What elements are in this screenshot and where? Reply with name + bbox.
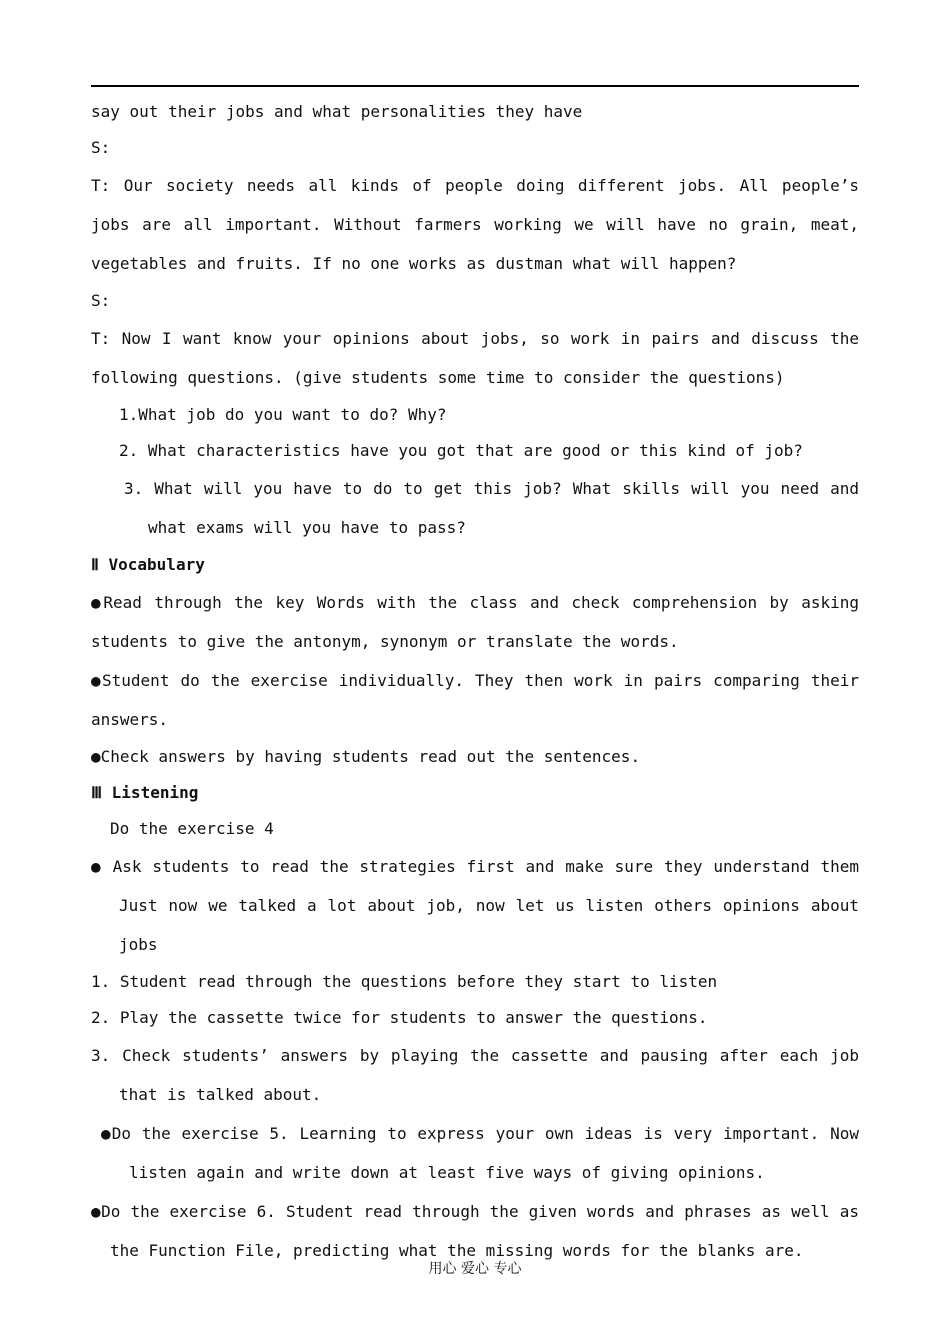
question-item: 1.What job do you want to do? Why? (119, 405, 447, 424)
bullet-item: ●Student do the exercise individually. They then work in pairs comparing their answers. (91, 671, 859, 729)
teacher-paragraph: T: Now I want know your opinions about jobs, so work in pairs and discuss the following questions. (give students some time to consider the questions) (91, 329, 859, 387)
section-heading-vocabulary: Ⅱ Vocabulary (91, 555, 205, 574)
bullet-item: ●Do the exercise 6. Student read through the given words and phrases as well as the Function File, predicting what the missing words for the blanks are. (91, 1202, 859, 1260)
question-item: 3. What will you have to do to get this job? What skills will you need and what exams will you have to pass? (124, 479, 859, 537)
numbered-item: 3. Check students’ answers by playing the cassette and pausing after each job that is talked about. (91, 1046, 859, 1104)
student-response: S: (91, 138, 111, 157)
header-rule (91, 85, 859, 87)
bullet-item: ●Read through the key Words with the class and check comprehension by asking students to give the antonym, synonym or translate the words. (91, 593, 859, 651)
bullet-item: ●Check answers by having students read out the sentences. (91, 747, 641, 766)
numbered-item: 2. Play the cassette twice for students to answer the questions. (91, 1008, 708, 1027)
page-footer: 用心 爱心 专心 (428, 1261, 522, 1277)
teacher-paragraph: T: Our society needs all kinds of people doing different jobs. All people’s jobs are all important. Without farmers working we will have no grain, meat, vegetables and fruits. If no one works as dustman what will happen? (91, 176, 859, 273)
bullet-item: ● Ask students to read the strategies first and make sure they understand them Just now we talked a lot about job, now let us listen others opinions about jobs (91, 857, 859, 954)
page-content (91, 94, 859, 1270)
section-heading-listening: Ⅲ Listening (91, 783, 199, 802)
question-item: 2. What characteristics have you got that are good or this kind of job? (119, 441, 803, 460)
exercise-intro: Do the exercise 4 (110, 819, 274, 838)
bullet-item: ●Do the exercise 5. Learning to express your own ideas is very important. Now listen again and write down at least five ways of giving opinions. (101, 1124, 859, 1182)
student-response: S: (91, 291, 111, 310)
numbered-item: 1. Student read through the questions before they start to listen (91, 972, 718, 991)
text-line: say out their jobs and what personalities they have (91, 102, 583, 121)
